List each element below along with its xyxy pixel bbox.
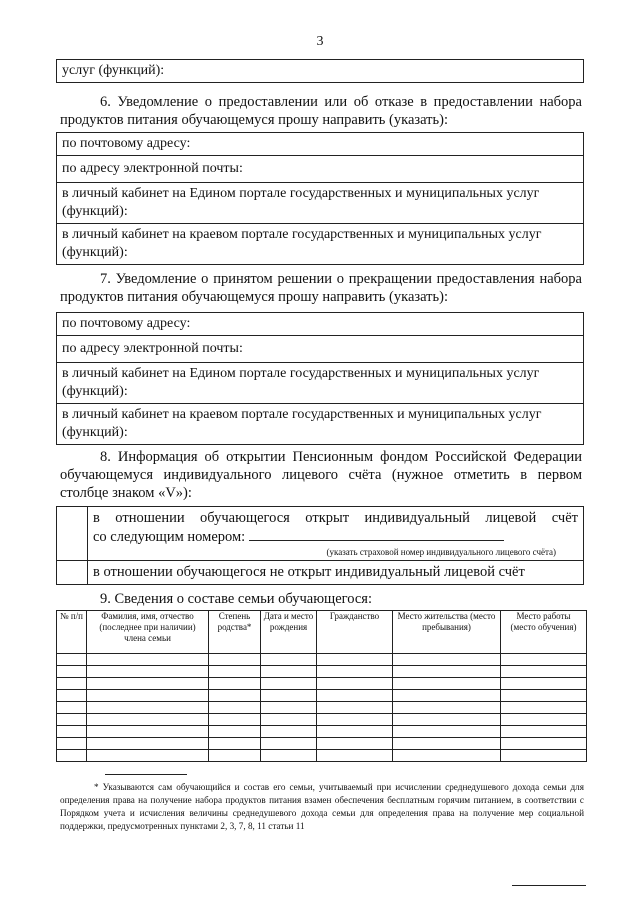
table-row[interactable] xyxy=(57,702,587,714)
section8-option-open-text: в отношении обучающегося открыт индивидуальный лицевой счёт xyxy=(93,510,578,526)
section9-heading-text: 9. Сведения о составе семьи обучающегося: xyxy=(100,591,372,607)
section7-row-email[interactable]: по адресу электронной почты: xyxy=(57,335,583,362)
section8-number-hint: (указать страховой номер индивидуального лицевого счёта) xyxy=(326,547,556,557)
section8-number-label: со следующим номером: xyxy=(93,529,246,545)
page-bottom-rule xyxy=(512,885,586,886)
top-row: услуг (функций): xyxy=(62,63,165,78)
section8-heading xyxy=(60,448,582,502)
col-work: Место работы (место обучения) xyxy=(501,611,587,654)
section7-heading xyxy=(60,270,582,306)
col-number: № п/п xyxy=(57,611,87,654)
section6-row-epgu[interactable]: в личный кабинет на Едином портале государственных и муниципальных услуг (функций): xyxy=(57,182,583,223)
section8-heading-text: 8. Информация об открытии Пенсионным фондом Российской Федерации обучающемуся индивидуального лицевого счёта (нужное отметить в первом столбце знаком «V»): xyxy=(60,449,582,501)
section7-heading-text: 7. Уведомление о принятом решении о прекращении предоставления набора продуктов питания обучающемуся прошу направить (указать): xyxy=(60,271,582,305)
page-number: 3 xyxy=(316,34,324,49)
section8-option-not-open xyxy=(57,560,583,584)
section8-option-not-open-text: в отношении обучающегося не открыт индивидуальный лицевой счёт xyxy=(93,564,525,580)
table-row[interactable] xyxy=(57,690,587,702)
top-box xyxy=(56,59,584,83)
section6-heading xyxy=(60,93,582,129)
section9-heading xyxy=(60,590,582,608)
section7-row-epgu[interactable]: в личный кабинет на Едином портале государственных и муниципальных услуг (функций): xyxy=(57,362,583,403)
family-table-header xyxy=(57,611,587,654)
section7-table xyxy=(56,312,584,445)
section8-checkbox-not-open[interactable] xyxy=(57,561,88,584)
section6-row-regional[interactable]: в личный кабинет на краевом портале государственных и муниципальных услуг (функций): xyxy=(57,223,583,264)
section7-row-regional[interactable]: в личный кабинет на краевом портале государственных и муниципальных услуг (функций): xyxy=(57,403,583,444)
family-table xyxy=(56,610,587,762)
section8-option-open xyxy=(57,507,583,560)
section6-heading-text: 6. Уведомление о предоставлении или об отказе в предоставлении набора продуктов питания обучающемуся прошу направить (указать): xyxy=(60,94,582,128)
section7-row-post[interactable]: по почтовому адресу: xyxy=(62,316,191,331)
table-row[interactable] xyxy=(57,666,587,678)
table-row[interactable] xyxy=(57,738,587,750)
col-relation: Степень родства* xyxy=(209,611,261,654)
section8-table xyxy=(56,506,584,585)
footnote-rule xyxy=(105,774,187,775)
section6-row-email[interactable]: по адресу электронной почты: xyxy=(57,155,583,182)
section6-table xyxy=(56,132,584,265)
col-birth: Дата и место рождения xyxy=(261,611,317,654)
table-row[interactable] xyxy=(57,678,587,690)
footnote-text: * Указываются сам обучающийся и состав его семьи, учитываемый при исчислении среднедушевого дохода семьи для определения права на получение набора продуктов питания взамен обеспечения бесплатным горячим питанием, в соответствии с Порядком учета и исчисления величины среднедушевого дохода семьи для определения права на получение мер социальной поддержки, предусмотренных пунктами 2, 3, 7, 8, 11 статьи 11 xyxy=(60,782,584,831)
section6-row-post[interactable]: по почтовому адресу: xyxy=(62,136,191,151)
table-row[interactable] xyxy=(57,726,587,738)
footnote xyxy=(60,781,584,833)
table-row[interactable] xyxy=(57,714,587,726)
col-full-name: Фамилия, имя, отчество (последнее при наличии) члена семьи xyxy=(87,611,209,654)
table-row[interactable] xyxy=(57,750,587,762)
col-residence: Место жительства (место пребывания) xyxy=(393,611,501,654)
col-citizenship: Гражданство xyxy=(317,611,393,654)
snils-number-field[interactable] xyxy=(249,528,504,541)
table-row[interactable] xyxy=(57,654,587,666)
section8-checkbox-open[interactable] xyxy=(57,507,88,560)
